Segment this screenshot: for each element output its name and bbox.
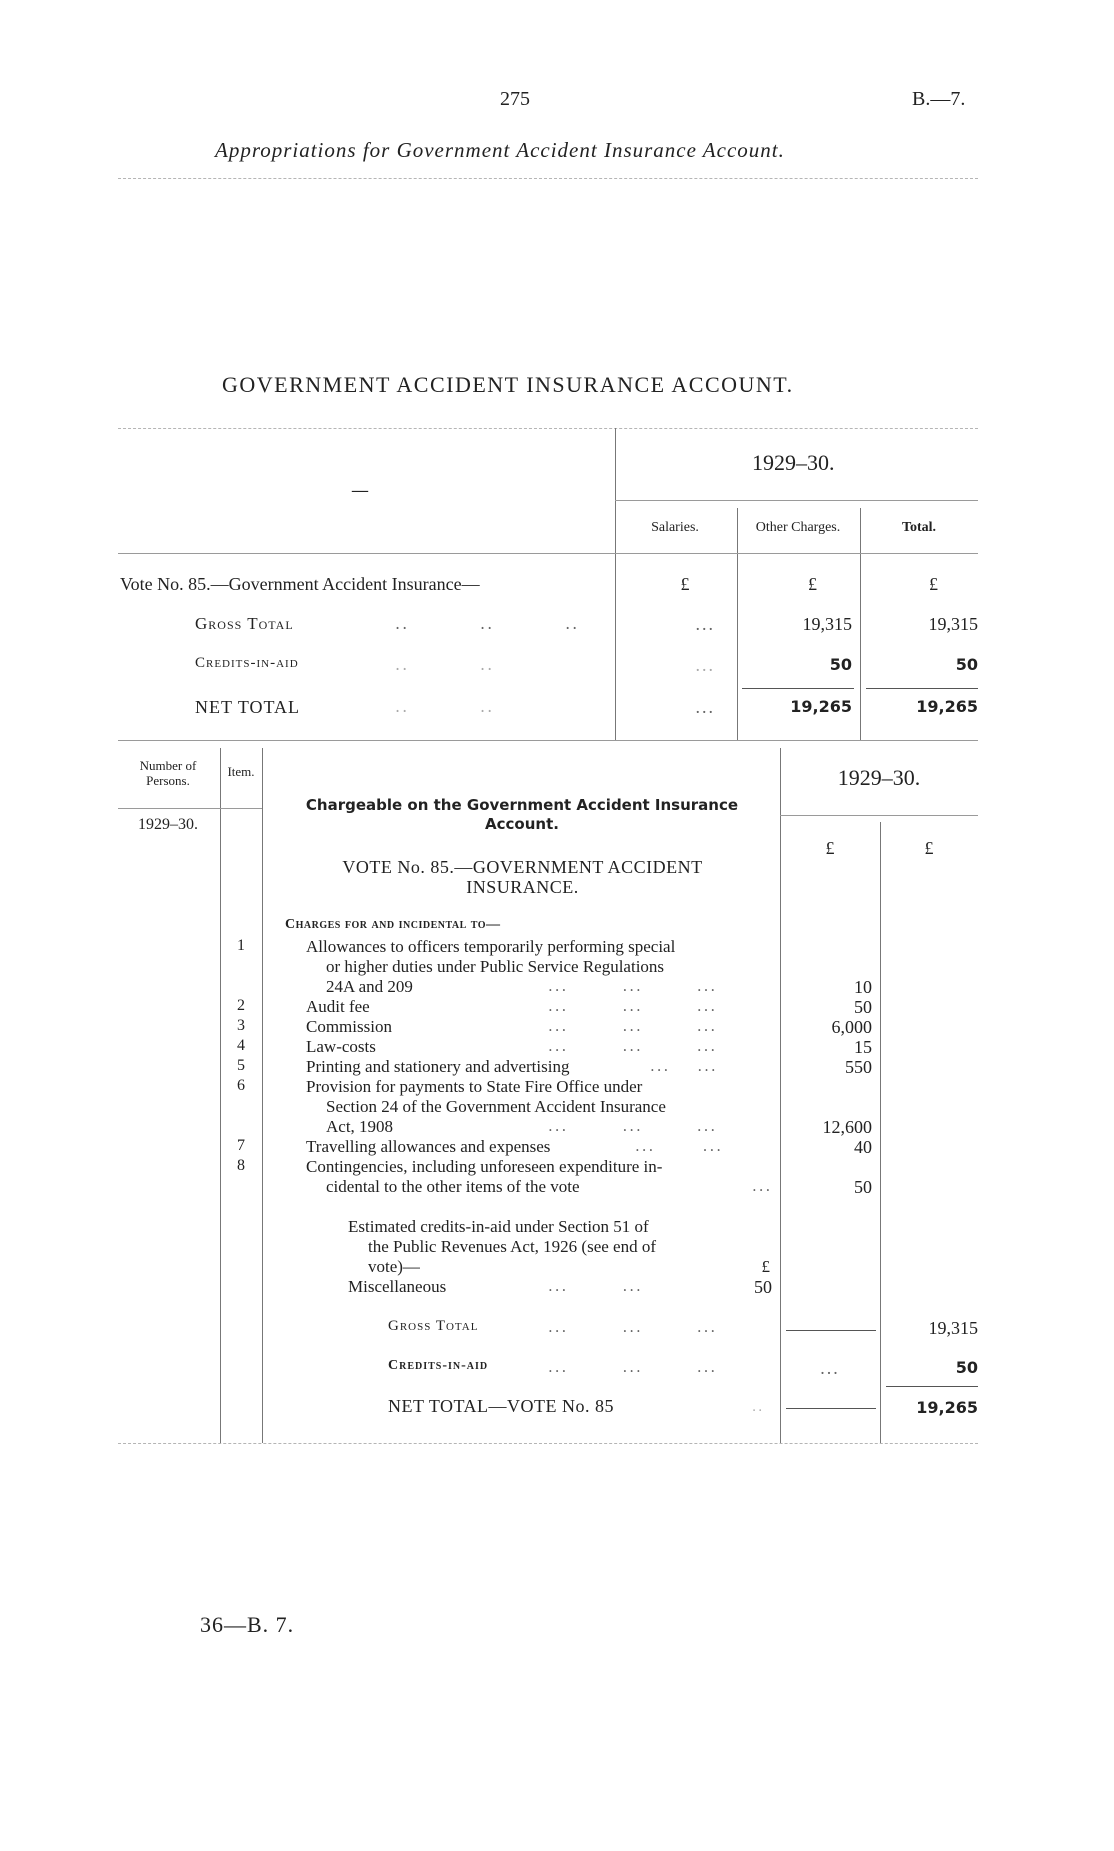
summary-net-salaries: ...	[695, 697, 715, 717]
summary-net-total: 19,265	[916, 697, 978, 716]
detail-net-label: NET TOTAL—VOTE No. 85	[388, 1396, 615, 1416]
summary-year-rule	[615, 500, 978, 501]
detail-gross-total: 19,315	[928, 1318, 978, 1338]
detail-item-sep	[262, 748, 263, 1443]
summary-credits-rule-other	[742, 688, 854, 689]
summary-stub-dash: —	[351, 480, 369, 501]
item-description-cont: cidental to the other items of the vote	[326, 1177, 580, 1196]
summary-top-rule	[118, 428, 978, 429]
item-number: 4	[237, 1037, 245, 1054]
item-number: 6	[237, 1077, 245, 1094]
item-amount: 50	[854, 997, 872, 1017]
item-amount: 550	[845, 1057, 872, 1077]
detail-gross-leaders: ... ... ...	[548, 1318, 718, 1336]
item-description: Provision for payments to State Fire Office under	[306, 1077, 643, 1096]
summary-credits-salaries: ...	[695, 655, 715, 675]
currency-salaries: £	[680, 574, 690, 594]
item-description-cont: or higher duties under Public Service Regulations	[326, 957, 665, 976]
page-number: 275	[500, 88, 530, 110]
detail-amount-sep	[880, 822, 881, 1443]
detail-currency-items: £	[825, 838, 835, 858]
charges-heading: Charges for and incidental to—	[285, 917, 501, 932]
item-number: 1	[237, 937, 245, 954]
summary-bottom-rule	[118, 740, 978, 741]
persons-year: 1929–30.	[138, 816, 198, 833]
col-other-charges: Other Charges.	[755, 520, 841, 535]
item-leaders: ...	[752, 1177, 773, 1195]
item-description: Law-costs	[306, 1037, 376, 1056]
item-leaders: ... ... ...	[548, 997, 718, 1015]
summary-header-rule	[118, 553, 978, 554]
col-number-of-persons: Number of Persons.	[139, 758, 197, 788]
detail-header-rule-left	[118, 808, 262, 809]
page-title: GOVERNMENT ACCIDENT INSURANCE ACCOUNT.	[222, 372, 794, 397]
item-leaders: ... ...	[650, 1057, 718, 1075]
item-description-cont: Section 24 of the Government Accident Insurance	[326, 1097, 666, 1116]
document-reference: B.—7.	[912, 88, 966, 110]
detail-heading: Chargeable on the Government Accident Insurance Account.	[305, 796, 739, 833]
detail-currency-total: £	[924, 838, 934, 858]
currency-total: £	[929, 574, 938, 594]
item-number: 5	[237, 1057, 245, 1074]
item-leaders: ... ...	[635, 1137, 723, 1155]
item-description: Contingencies, including unforeseen expenditure in-	[306, 1157, 663, 1176]
running-title: Appropriations for Government Accident Insurance Account.	[215, 138, 785, 162]
item-number: 2	[237, 997, 245, 1014]
item-description: Travelling allowances and expenses	[306, 1137, 551, 1156]
summary-net-leaders: .. ..	[395, 697, 495, 716]
detail-net-rule	[786, 1408, 876, 1409]
summary-year: 1929–30.	[752, 450, 835, 475]
item-amount: 40	[854, 1137, 872, 1157]
summary-gross-total: 19,315	[928, 614, 978, 634]
col-salaries: Salaries.	[651, 520, 699, 535]
item-leaders: ... ... ...	[548, 1017, 718, 1035]
item-leaders: ... ... ...	[548, 1117, 718, 1135]
currency-other: £	[808, 574, 817, 594]
item-amount: 10	[854, 977, 872, 997]
detail-credits-leaders: ... ... ...	[548, 1358, 718, 1376]
item-number: 7	[237, 1137, 245, 1154]
detail-gross-label: Gross Total	[388, 1318, 479, 1334]
item-amount: 12,600	[822, 1117, 872, 1137]
summary-credits-leaders: .. ..	[395, 655, 495, 674]
detail-bottom-rule	[118, 1443, 978, 1444]
item-description: Allowances to officers temporarily performing special	[306, 937, 676, 956]
credits-currency: £	[761, 1257, 770, 1276]
summary-gross-label: Gross Total	[195, 614, 294, 633]
item-amount: 50	[854, 1177, 872, 1197]
item-description: Printing and stationery and advertising	[306, 1057, 570, 1076]
detail-persons-sep	[220, 748, 221, 1443]
summary-credits-rule-total	[866, 688, 978, 689]
footer-signature: 36—B. 7.	[200, 1612, 295, 1637]
detail-year-rule	[780, 815, 978, 816]
summary-net-other: 19,265	[790, 697, 852, 716]
summary-gross-salaries: ...	[695, 614, 715, 634]
col-item: Item.	[227, 764, 255, 779]
summary-gross-other: 19,315	[802, 614, 852, 634]
detail-year: 1929–30.	[837, 765, 921, 790]
item-leaders: ... ... ...	[548, 977, 718, 995]
item-number: 8	[237, 1157, 245, 1174]
header-rule	[118, 178, 978, 179]
item-amount: 6,000	[831, 1017, 872, 1037]
item-leaders: ... ... ...	[548, 1037, 718, 1055]
summary-gross-leaders: .. .. ..	[395, 614, 580, 633]
detail-gross-rule	[786, 1330, 876, 1331]
misc-leaders: ... ...	[548, 1277, 643, 1295]
summary-credits-total: 50	[955, 655, 978, 674]
summary-credits-other: 50	[829, 655, 852, 674]
item-amount: 15	[854, 1037, 872, 1057]
item-description: Commission	[306, 1017, 392, 1036]
detail-net-leaders: ..	[752, 1400, 765, 1415]
vote-label: Vote No. 85.—Government Accident Insurance—	[120, 574, 480, 594]
item-description-cont: Act, 1908	[326, 1117, 394, 1136]
credits-note: Estimated credits-in-aid under Section 51 of	[348, 1217, 649, 1236]
item-description-cont: 24A and 209	[326, 977, 413, 996]
vote-title: VOTE No. 85.—GOVERNMENT ACCIDENT INSURANCE.	[342, 857, 703, 897]
item-number: 3	[237, 1017, 245, 1034]
col-total: Total.	[901, 520, 937, 535]
credits-note: vote)—	[368, 1257, 420, 1276]
detail-credits-mid: ...	[820, 1358, 840, 1378]
credits-note: the Public Revenues Act, 1926 (see end of	[368, 1237, 656, 1256]
detail-net-total: 19,265	[916, 1398, 978, 1417]
misc-label: Miscellaneous	[348, 1277, 447, 1296]
detail-credits-total: 50	[955, 1358, 978, 1377]
summary-net-label: NET TOTAL	[195, 697, 301, 717]
summary-credits-label: Credits-in-aid	[195, 655, 299, 671]
detail-credits-label: Credits-in-aid	[388, 1358, 489, 1373]
misc-amount: 50	[754, 1277, 772, 1297]
item-description: Audit fee	[306, 997, 370, 1016]
detail-credits-rule	[886, 1386, 978, 1387]
